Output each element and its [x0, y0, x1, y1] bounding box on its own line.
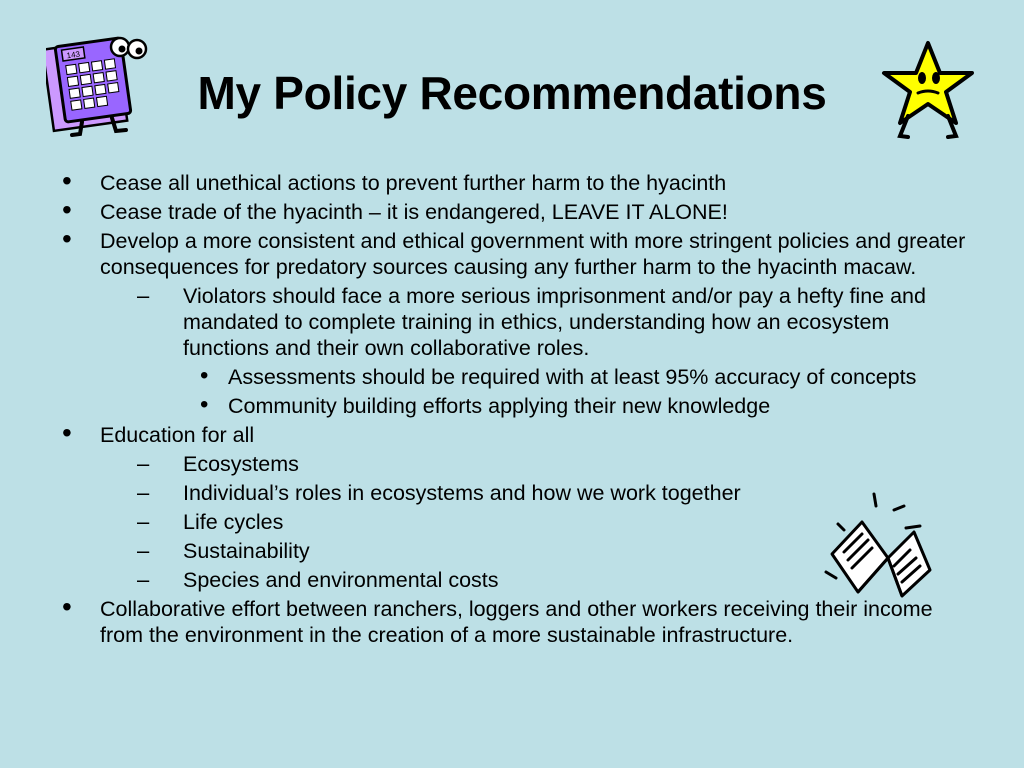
- bullet-marker: •: [200, 391, 209, 418]
- sub-list-item-text: Species and environmental costs: [183, 568, 499, 592]
- sub-list-item: [100, 283, 972, 419]
- dash-marker: –: [137, 567, 150, 592]
- list-item: [62, 194, 972, 225]
- sub-list-item: [100, 509, 972, 535]
- bullet-marker: •: [200, 362, 209, 389]
- list-item: [62, 417, 972, 593]
- list-item-text: Education for all: [100, 423, 255, 447]
- sub-sub-list-item-text: Assessments should be required with at least 95% accuracy of concepts: [228, 365, 917, 389]
- sub-list-item: [100, 451, 972, 477]
- sub-list-item-text: Ecosystems: [183, 452, 299, 476]
- dash-marker: –: [137, 480, 150, 505]
- dash-marker: –: [137, 451, 150, 476]
- sub-list-item-text: Violators should face a more serious imprisonment and/or pay a hefty fine and mandated to complete training in ethics, understanding how an ecosystem functions and their own collaborative roles.: [183, 284, 926, 360]
- sub-sub-list-item-text: Community building efforts applying their new knowledge: [228, 394, 771, 418]
- sub-list: [100, 451, 972, 593]
- dash-marker: –: [137, 538, 150, 563]
- calendar-number: 143: [66, 49, 81, 61]
- sub-list-item: [100, 567, 972, 593]
- sub-list-item: [100, 480, 972, 506]
- list-item: [62, 165, 972, 196]
- dash-marker: –: [137, 509, 150, 534]
- sub-list-item-text: Individual’s roles in ecosystems and how we work together: [183, 481, 741, 505]
- sub-list-item-text: Sustainability: [183, 539, 310, 563]
- list-item-text: Cease all unethical actions to prevent further harm to the hyacinth: [100, 171, 727, 195]
- bullet-marker: •: [62, 417, 72, 448]
- star-character-icon: [878, 40, 978, 140]
- sub-list-item: [100, 538, 972, 564]
- dash-marker: –: [137, 283, 150, 308]
- page-title: My Policy Recommendations: [197, 67, 827, 119]
- list-item: [62, 223, 972, 419]
- list-item-text: Collaborative effort between ranchers, loggers and other workers receiving their income from the environment in the creation of a more sustainable infrastructure.: [100, 597, 933, 647]
- bullet-marker: •: [62, 223, 72, 254]
- bullet-marker: •: [62, 165, 72, 196]
- sub-list-item-text: Life cycles: [183, 510, 284, 534]
- bullet-content: [62, 167, 972, 648]
- bullet-list: [62, 165, 972, 648]
- sub-sub-list: [100, 364, 972, 419]
- list-item-text: Cease trade of the hyacinth – it is endangered, LEAVE IT ALONE!: [100, 200, 728, 224]
- list-item: [62, 591, 972, 648]
- bullet-marker: •: [62, 591, 72, 622]
- sub-sub-list-item: [100, 393, 972, 419]
- sub-sub-list-item: [100, 364, 972, 390]
- sub-list: [100, 283, 972, 419]
- list-item-text: Develop a more consistent and ethical government with more stringent policies and greater consequences for predatory sources causing any further harm to the hyacinth macaw.: [100, 229, 966, 279]
- bullet-marker: •: [62, 194, 72, 225]
